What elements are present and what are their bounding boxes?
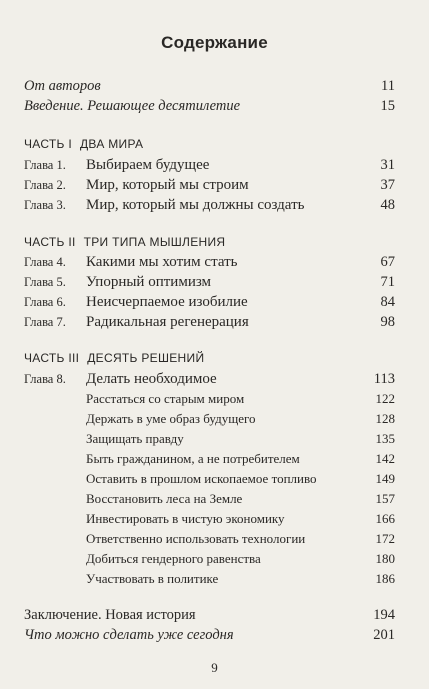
chapter-page: 98 bbox=[380, 314, 395, 330]
subsection-title: Оставить в прошлом ископаемое топливо bbox=[86, 471, 317, 486]
toc-entry-page: 15 bbox=[380, 98, 395, 114]
toc-entry-text: Заключение. Новая история bbox=[24, 607, 196, 623]
toc-subsection bbox=[24, 569, 395, 589]
toc-entry-page: 194 bbox=[373, 607, 395, 623]
toc-chapter bbox=[24, 272, 395, 292]
subsection-page: 149 bbox=[375, 471, 395, 486]
toc-chapter bbox=[24, 292, 395, 312]
chapter-page: 31 bbox=[380, 157, 395, 173]
subsection-page: 172 bbox=[375, 531, 395, 546]
subsection-page: 142 bbox=[375, 451, 395, 466]
chapter-label: Глава 8. bbox=[24, 372, 66, 386]
toc-entry bbox=[24, 605, 395, 625]
chapter-label: Глава 5. bbox=[24, 275, 66, 289]
chapter-title: Какими мы хотим стать bbox=[86, 254, 238, 270]
subsection-title: Расстаться со старым миром bbox=[86, 391, 245, 406]
toc-entry-text: Введение. Решающее десятилетие bbox=[24, 98, 241, 114]
chapter-page: 84 bbox=[380, 294, 395, 310]
subsection-title: Инвестировать в чистую экономику bbox=[86, 511, 285, 526]
part-heading bbox=[24, 234, 225, 250]
subsection-title: Защищать правду bbox=[86, 431, 184, 446]
page-number: 9 bbox=[211, 660, 218, 675]
subsection-page: 166 bbox=[375, 511, 395, 526]
toc-subsection bbox=[24, 509, 395, 529]
subsection-title: Быть гражданином, а не потребителем bbox=[86, 451, 300, 466]
part-heading bbox=[24, 350, 204, 366]
toc-entry-page: 201 bbox=[373, 627, 395, 643]
toc-chapter bbox=[24, 155, 395, 175]
toc-subsection bbox=[24, 549, 395, 569]
toc-chapter bbox=[24, 195, 395, 215]
part-label: ЧАСТЬ II bbox=[24, 235, 76, 249]
chapter-label: Глава 1. bbox=[24, 158, 66, 172]
chapter-title: Мир, который мы должны создать bbox=[86, 197, 305, 213]
subsection-page: 157 bbox=[375, 491, 395, 506]
toc-subsection bbox=[24, 469, 395, 489]
chapter-title: Выбираем будущее bbox=[86, 157, 210, 173]
subsection-page: 135 bbox=[375, 431, 395, 446]
chapter-page: 67 bbox=[380, 254, 395, 270]
chapter-title: Делать необходимое bbox=[86, 371, 217, 387]
toc-entry-text: От авторов bbox=[24, 78, 101, 94]
chapter-page: 37 bbox=[380, 177, 395, 193]
chapter-label: Глава 2. bbox=[24, 178, 66, 192]
toc-chapter bbox=[24, 252, 395, 272]
toc-subsection bbox=[24, 489, 395, 509]
subsection-title: Восстановить леса на Земле bbox=[86, 491, 243, 506]
chapter-label: Глава 4. bbox=[24, 255, 66, 269]
chapter-page: 71 bbox=[380, 274, 395, 290]
chapter-label: Глава 3. bbox=[24, 198, 66, 212]
subsection-page: 180 bbox=[375, 551, 395, 566]
toc-entry bbox=[24, 76, 395, 96]
part-label: ЧАСТЬ I bbox=[24, 137, 72, 151]
chapter-page: 48 bbox=[380, 197, 395, 213]
part-name: ТРИ ТИПА МЫШЛЕНИЯ bbox=[83, 235, 226, 249]
toc-entry bbox=[24, 625, 395, 645]
chapter-title: Радикальная регенерация bbox=[86, 314, 249, 330]
chapter-title: Неисчерпаемое изобилие bbox=[86, 294, 248, 310]
toc-entry-text: Что можно сделать уже сегодня bbox=[24, 627, 234, 643]
toc-subsection bbox=[24, 409, 395, 429]
subsection-title: Держать в уме образ будущего bbox=[86, 411, 256, 426]
subsection-page: 122 bbox=[375, 391, 395, 406]
page-title: Содержание bbox=[161, 33, 268, 52]
subsection-title: Добиться гендерного равенства bbox=[86, 551, 261, 566]
toc-chapter bbox=[24, 312, 395, 332]
toc-entry bbox=[24, 96, 395, 116]
toc-subsection bbox=[24, 449, 395, 469]
toc-subsection bbox=[24, 529, 395, 549]
toc-subsection bbox=[24, 389, 395, 409]
toc-entry-page: 11 bbox=[381, 78, 395, 94]
toc-chapter bbox=[24, 175, 395, 195]
chapter-label: Глава 6. bbox=[24, 295, 66, 309]
chapter-label: Глава 7. bbox=[24, 315, 66, 329]
subsection-page: 128 bbox=[375, 411, 395, 426]
chapter-title: Упорный оптимизм bbox=[86, 274, 212, 290]
chapter-page: 113 bbox=[373, 371, 395, 387]
chapter-title: Мир, который мы строим bbox=[86, 177, 249, 193]
subsection-page: 186 bbox=[375, 571, 395, 586]
toc-chapter bbox=[24, 369, 395, 389]
part-label: ЧАСТЬ III bbox=[24, 351, 80, 365]
subsection-title: Участвовать в политике bbox=[86, 571, 219, 586]
toc-subsection bbox=[24, 429, 395, 449]
part-heading bbox=[24, 136, 143, 152]
part-name: ДВА МИРА bbox=[79, 137, 144, 151]
part-name: ДЕСЯТЬ РЕШЕНИЙ bbox=[87, 351, 205, 365]
subsection-title: Ответственно использовать технологии bbox=[86, 531, 306, 546]
